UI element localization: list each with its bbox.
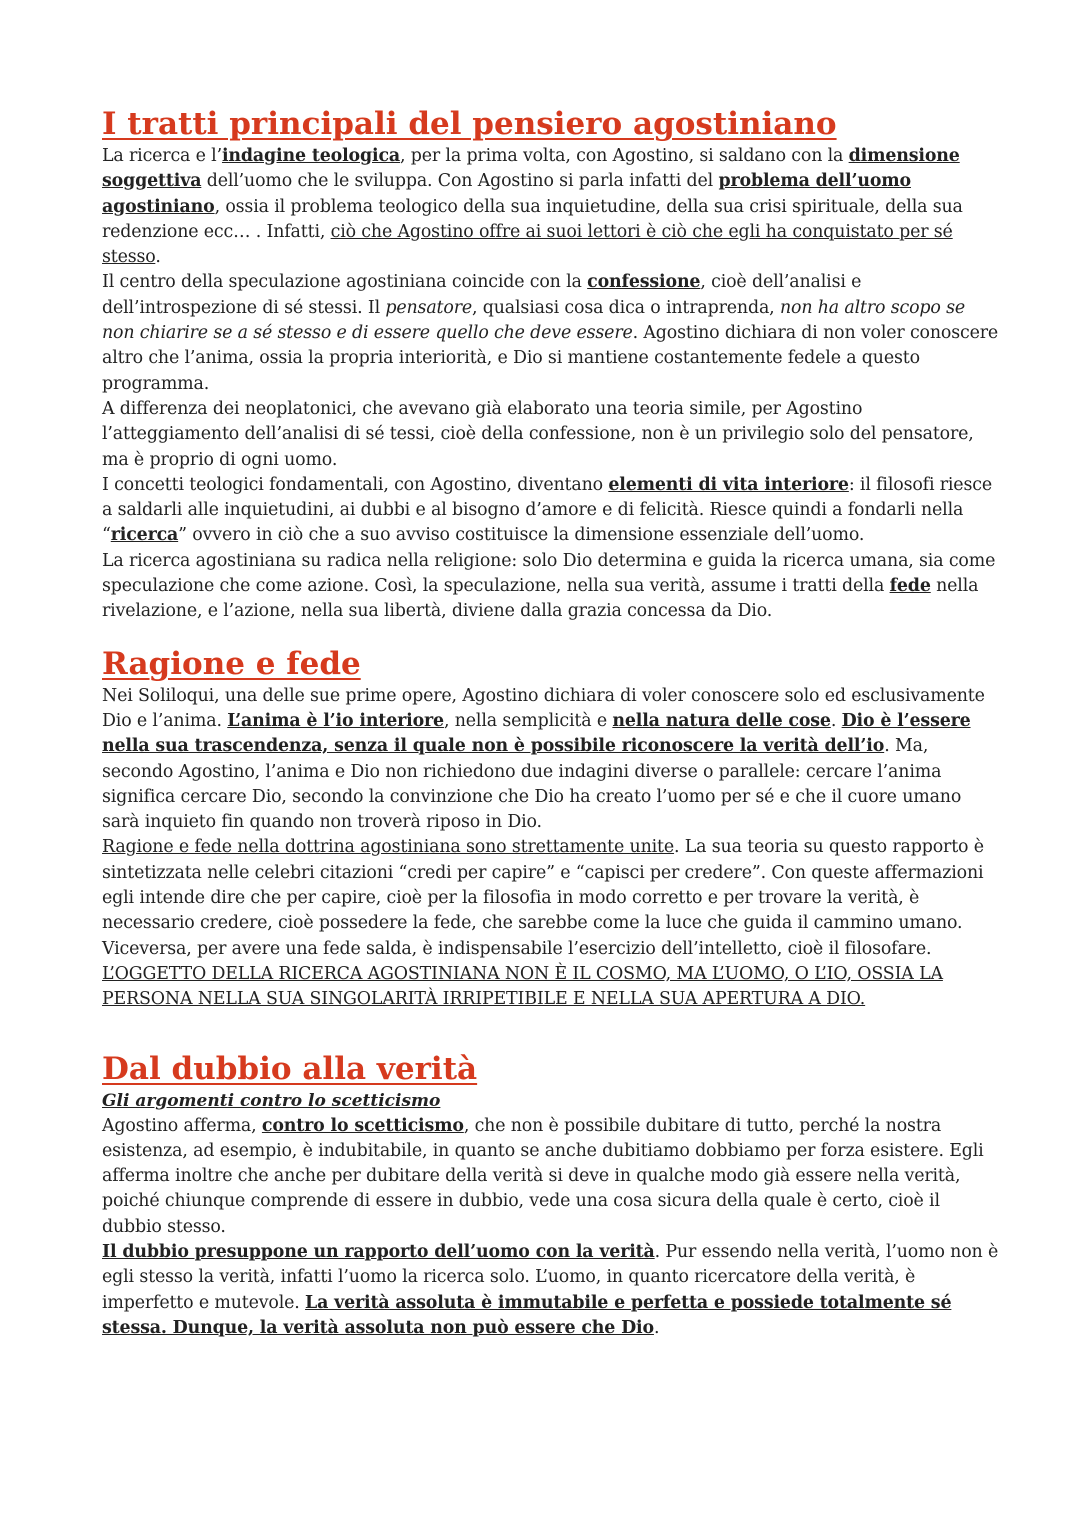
bold-underlined-text: L’anima è l’io interiore bbox=[227, 710, 444, 731]
bold-underlined-text: Dio è l’essere nella sua trascendenza, senza il quale non è possibile riconoscere la verità dell’io bbox=[102, 710, 971, 757]
text-run: Il centro della speculazione agostiniana coincide con la bbox=[102, 272, 588, 293]
bold-underlined-text: La verità assoluta è immutabile e perfetta e possiede totalmente sé stessa. Dunque, la verità assoluta non può essere che Dio bbox=[102, 1292, 952, 1338]
text-run: , cioè dell’analisi e dell’introspezione di sé stessi. Il bbox=[102, 272, 862, 318]
text-run: . Ma, secondo Agostino, l’anima e Dio non richiedono due indagini diverse o parallele: cercare l’anima significa cercare Dio, secondo la convinzione che Dio ha creato l’uomo per sé e che il cuore umano sarà inquieto fin quando non troverà riposo in Dio. bbox=[102, 736, 962, 833]
bold-underlined-text: confessione bbox=[587, 272, 701, 293]
text-run: Agostino afferma, bbox=[102, 1115, 262, 1136]
bold-underlined-text: ricerca bbox=[110, 525, 179, 546]
underlined-text: ciò che Agostino offre ai suoi lettori è ciò che egli ha conquistato per sé stesso bbox=[102, 221, 953, 268]
paragraph bbox=[102, 473, 1000, 549]
text-run: . La sua teoria su questo rapporto è sintetizzata nelle celebri citazioni “credi per capire” e “capisci per credere”. Con queste affermazioni egli intende dire che per capire, cioè per la filosofia in modo corretto e per trovare la verità, è necessario credere, cioè possedere la fede, che sarebbe come la luce che guida il cammino umano. Viceversa, per avere una fede salda, è indispensabile l’esercizio dell’intelletto, cioè il filosofare. bbox=[102, 837, 984, 959]
text-run: . bbox=[830, 710, 842, 731]
paragraph bbox=[102, 270, 1000, 396]
section-dubbio-verita bbox=[102, 1049, 1000, 1342]
underlined-text: Ragione e fede nella dottrina agostiniana sono strettamente unite bbox=[102, 837, 675, 858]
bold-underlined-text: elementi di vita interiore bbox=[608, 474, 849, 495]
text-run: . bbox=[155, 247, 161, 268]
subheading: Gli argomenti contro lo scetticismo bbox=[102, 1090, 441, 1111]
paragraph bbox=[102, 1240, 1000, 1341]
bold-underlined-text: fede bbox=[889, 576, 931, 597]
text-run: , per la prima volta, con Agostino, si saldano con la bbox=[400, 146, 849, 166]
bold-underlined-text: problema dell’uomo agostiniano bbox=[102, 171, 911, 217]
bold-underlined-text: indagine teologica bbox=[221, 146, 401, 166]
text-run: . bbox=[653, 1317, 660, 1338]
bold-underlined-text: nella natura delle cose bbox=[612, 710, 831, 731]
text-run: , che non è possibile dubitare di tutto, perché la nostra esistenza, ad esempio, è indubitabile, in quanto se anche dubitiamo dobbiamo per forza esistere. Egli afferma inoltre che anche per dubitare della verità si deve in qualche modo già essere nella verità, poiché chiunque comprende di essere in dubbio, vede una cosa sicura della quale è certo, cioè il dubbio stesso. bbox=[102, 1115, 984, 1237]
section-heading: I tratti principali del pensiero agostiniano bbox=[102, 106, 837, 142]
paragraph bbox=[102, 144, 1000, 270]
paragraph bbox=[102, 1114, 1000, 1240]
section-tratti-principali bbox=[102, 104, 1000, 625]
text-run: ” ovvero in ciò che a suo avviso costituisce la dimensione essenziale dell’uomo. bbox=[178, 525, 865, 546]
italic-text: non ha altro scopo se non chiarire se a sé stesso e di essere quello che deve essere bbox=[102, 297, 966, 344]
paragraph bbox=[102, 549, 1000, 625]
paragraph: A differenza dei neoplatonici, che avevano già elaborato una teoria simile, per Agostino l’atteggiamento dell’analisi di sé tessi, cioè della confessione, non è un privilegio solo del pensatore, ma è proprio di ogni uomo. bbox=[102, 398, 974, 470]
text-run: dell’uomo che le sviluppa. Con Agostino si parla infatti del bbox=[201, 171, 719, 192]
section-heading: Dal dubbio alla verità bbox=[102, 1050, 478, 1087]
bold-underlined-text: Il dubbio presuppone un rapporto dell’uomo con la verità bbox=[102, 1241, 655, 1262]
italic-text: pensatore bbox=[385, 297, 473, 318]
paragraph bbox=[102, 835, 1000, 961]
text-run: La ricerca e l’ bbox=[102, 146, 222, 166]
text-run: , qualsiasi cosa dica o intraprenda, bbox=[472, 297, 780, 318]
text-run: . Pur essendo nella verità, l’uomo non è egli stesso la verità, infatti l’uomo la ricerca solo. L’uomo, in quanto ricercatore della verità, è imperfetto e mutevole. bbox=[102, 1241, 999, 1313]
text-run: I concetti teologici fondamentali, con Agostino, diventano bbox=[102, 474, 609, 495]
text-run: nella rivelazione, e l’azione, nella sua libertà, diviene dalla grazia concessa da Dio. bbox=[102, 576, 979, 622]
paragraph bbox=[102, 684, 1000, 836]
text-run: . Agostino dichiara di non voler conoscere altro che l’anima, ossia la propria interiorità, e Dio si mantiene costantemente fedele a questo programma. bbox=[102, 323, 999, 394]
section-ragione-e-fede bbox=[102, 644, 1000, 1013]
text-run: Nei Soliloqui, una delle sue prime opere, Agostino dichiara di voler conoscere solo ed esclusivamente Dio e l’anima. bbox=[102, 685, 985, 731]
text-run: , nella semplicità e bbox=[443, 710, 613, 731]
text-run: , ossia il problema teologico della sua inquietudine, della sua crisi spirituale, della sua redenzione ecc… . Infatti, bbox=[102, 196, 963, 242]
text-run: : il filosofi riesce a saldarli alle inquietudini, ai dubbi e al bisogno d’amore e di felicità. Riesce quindi a fondarli nella “ bbox=[102, 474, 992, 546]
uppercase-statement: L’OGGETTO DELLA RICERCA AGOSTINIANA NON È IL COSMO, MA L’UOMO, O L’IO, OSSIA LA PERSONA NELLA SUA SINGOLARITÀ IRRIPETIBILE E NELLA SUA APERTURA A DIO. bbox=[102, 963, 943, 1010]
bold-underlined-text: dimensione soggettiva bbox=[102, 146, 960, 192]
section-heading: Ragione e fede bbox=[102, 645, 361, 682]
text-run: La ricerca agostiniana su radica nella religione: solo Dio determina e guida la ricerca umana, sia come speculazione che come azione. Così, la speculazione, nella sua verità, assume i tratti della bbox=[102, 550, 996, 597]
bold-underlined-text: contro lo scetticismo bbox=[261, 1115, 464, 1136]
